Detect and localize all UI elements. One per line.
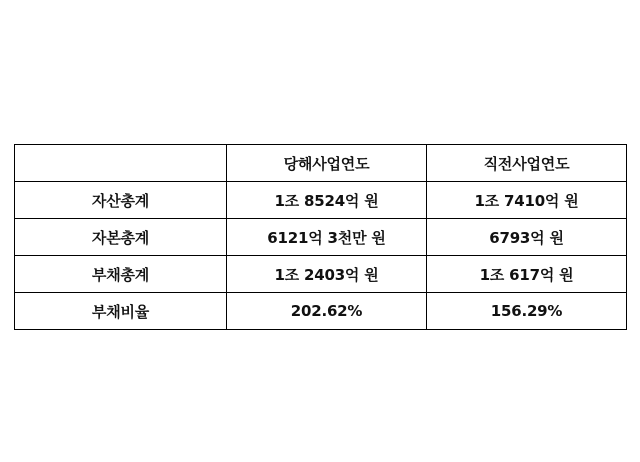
cell-total-assets-previous: 1조 7410억 원	[427, 182, 627, 219]
cell-total-liabilities-previous: 1조 617억 원	[427, 256, 627, 293]
cell-total-assets-current: 1조 8524억 원	[227, 182, 427, 219]
table-row	[15, 256, 627, 293]
cell-debt-ratio-previous: 156.29%	[427, 293, 627, 330]
finance-table-container	[14, 144, 626, 330]
row-label-debt-ratio: 부채비율	[15, 293, 227, 330]
cell-total-liabilities-current: 1조 2403억 원	[227, 256, 427, 293]
cell-total-equity-current: 6121억 3천만 원	[227, 219, 427, 256]
column-header-current-year: 당해사업연도	[227, 145, 427, 182]
row-label-total-assets: 자산총계	[15, 182, 227, 219]
table-row	[15, 219, 627, 256]
finance-table	[14, 144, 627, 330]
cell-total-equity-previous: 6793억 원	[427, 219, 627, 256]
row-label-total-liabilities: 부채총계	[15, 256, 227, 293]
table-row	[15, 293, 627, 330]
column-header-previous-year: 직전사업연도	[427, 145, 627, 182]
table-row	[15, 182, 627, 219]
cell-debt-ratio-current: 202.62%	[227, 293, 427, 330]
row-label-total-equity: 자본총계	[15, 219, 227, 256]
table-header-row	[15, 145, 627, 182]
table-corner-cell	[15, 145, 227, 182]
